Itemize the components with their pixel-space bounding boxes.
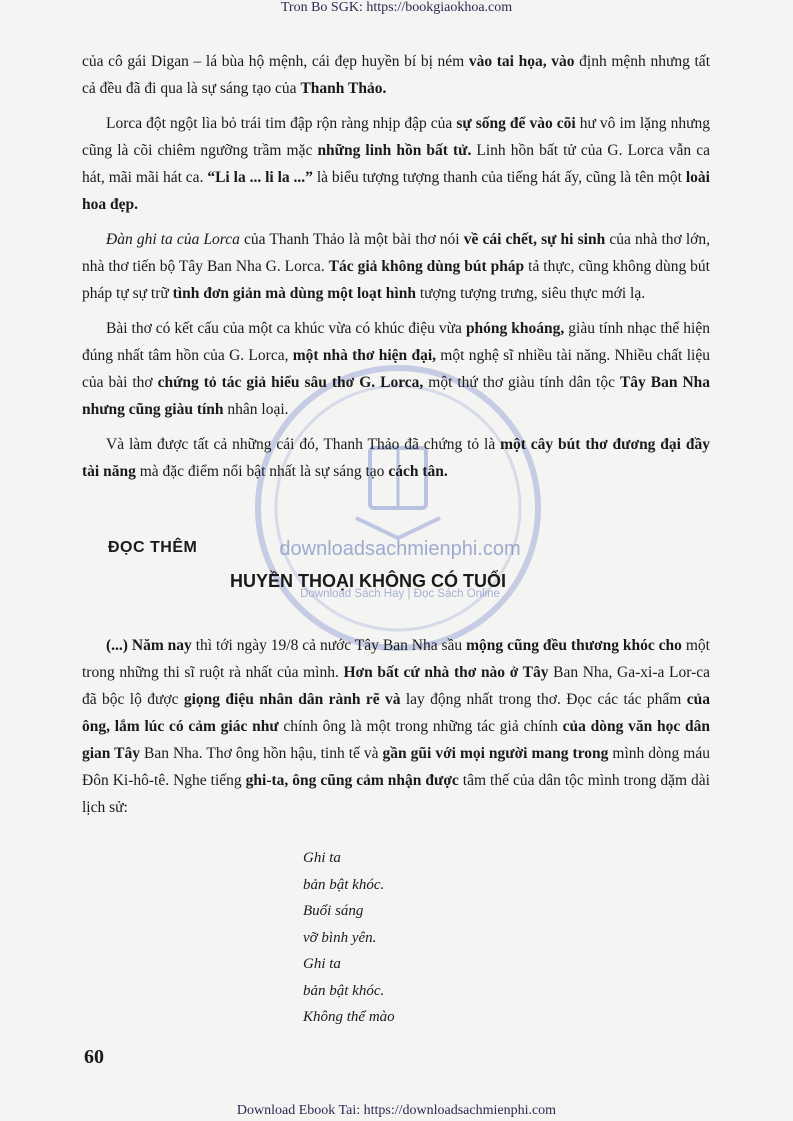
text-run: Đàn ghi ta của Lorca bbox=[106, 231, 240, 248]
poem-excerpt bbox=[303, 845, 395, 1031]
text-run: Tây Ban Nha nhưng cũng giàu tính bbox=[82, 374, 711, 418]
text-run: tình đơn giản mà dùng một loạt hình bbox=[172, 285, 416, 302]
reading-text bbox=[82, 632, 710, 821]
text-run: sự sống để vào cõi bbox=[456, 115, 576, 132]
text-run: mộng cũng đều thương khóc cho bbox=[466, 637, 682, 654]
text-run: hư vô im lặng nhưng cũng là cõi chiêm ngưỡng trầm mặc bbox=[82, 115, 710, 159]
text-run: cách tân. bbox=[388, 463, 448, 480]
footer-link[interactable]: Download Ebook Tai: https://downloadsachmienphi.com bbox=[236, 1103, 557, 1118]
poem-line: Ghi ta bbox=[303, 850, 341, 866]
reading-title: HUYỀN THOẠI KHÔNG CÓ TUỔI bbox=[230, 571, 507, 591]
page-number: 60 bbox=[84, 1046, 104, 1068]
text-run: chính ông là một trong những tác giả chính bbox=[278, 718, 563, 735]
text-run: (...) Năm nay bbox=[106, 637, 192, 654]
text-run: Và làm được tất cả những cái đó, Thanh Thảo đã chứng tỏ là bbox=[106, 436, 501, 453]
text-run: của nhà thơ lớn, nhà thơ tiến bộ Tây Ban Nha G. Lorca. bbox=[82, 231, 710, 275]
text-run: Ban Nha. Thơ ông hồn hậu, tinh tế và bbox=[140, 745, 383, 762]
text-run: giọng điệu nhân dân rành rẽ và bbox=[183, 691, 401, 708]
text-run: gần gũi với mọi người mang trong bbox=[382, 745, 609, 762]
reading-paragraph bbox=[82, 632, 710, 821]
text-run: vào tai họa, vào bbox=[468, 53, 575, 70]
text-run: của dòng văn học dân gian Tây bbox=[82, 718, 711, 762]
text-run: nhân loại. bbox=[223, 401, 289, 418]
poem-line: bản bật khóc. bbox=[303, 982, 385, 999]
text-run: mà đặc điểm nổi bật nhất là sự sáng tạo bbox=[135, 463, 389, 480]
text-run: chứng tỏ tác giả hiểu sâu thơ G. Lorca, bbox=[157, 374, 424, 391]
text-run: Linh hồn bất tử của G. Lorca vẫn ca hát, mãi mãi hát ca. bbox=[82, 142, 710, 186]
text-run: ghi-ta, ông cũng cảm nhận được bbox=[245, 772, 459, 789]
poem-line: bản bật khóc. bbox=[303, 876, 385, 893]
text-run: một nghệ sĩ nhiều tài năng. Nhiều chất liệu của bài thơ bbox=[82, 347, 710, 391]
watermark-site: downloadsachmienphi.com bbox=[279, 538, 521, 560]
text-run: Ban Nha, Ga-xi-a Lor-ca đã bộc lộ được bbox=[82, 664, 710, 708]
text-run: của Thanh Thảo là một bài thơ nói bbox=[239, 231, 464, 248]
text-run: giàu tính nhạc thể hiện đúng nhất tâm hồn của G. Lorca, bbox=[82, 320, 710, 364]
text-run: Bài thơ có kết cấu của một ca khúc vừa có khúc điệu vừa bbox=[106, 320, 466, 337]
text-run: mình dòng máu Đôn Ki-hô-tê. Nghe tiếng bbox=[82, 745, 710, 789]
text-run: Thanh Thảo. bbox=[300, 80, 387, 97]
poem-line: Ghi ta bbox=[303, 956, 341, 972]
text-run: lay động nhất trong thơ. Đọc các tác phẩm bbox=[400, 691, 687, 708]
section-heading: ĐỌC THÊM bbox=[108, 539, 198, 556]
text-run: loài hoa đẹp. bbox=[82, 169, 710, 213]
text-run: tượng tượng trưng, siêu thực mới lạ. bbox=[415, 285, 646, 302]
text-run: của ông, lắm lúc có cảm giác như bbox=[82, 691, 710, 735]
watermark-tagline: Download Sách Hay | Đọc Sách Online bbox=[300, 588, 500, 600]
text-run: tâm thế của dân tộc mình trong dặm dài lịch sử: bbox=[82, 772, 710, 816]
paragraph-1 bbox=[82, 48, 710, 102]
text-run: phóng khoáng, bbox=[465, 320, 565, 337]
paragraph-3 bbox=[82, 226, 710, 307]
text-run: Hơn bất cứ nhà thơ nào ở Tây bbox=[343, 664, 549, 681]
text-run: là biểu tượng tượng thanh của tiếng hát ấy, cũng là tên một bbox=[312, 169, 686, 186]
poem-line: Không thể mào bbox=[303, 1009, 395, 1025]
paragraph-5 bbox=[82, 431, 710, 485]
header-link[interactable]: Tron Bo SGK: https://bookgiaokhoa.com bbox=[280, 0, 513, 15]
paragraph-4 bbox=[82, 315, 710, 423]
text-run: thì tới ngày 19/8 cả nước Tây Ban Nha sầu bbox=[191, 637, 467, 654]
text-run: tả thực, cũng không dùng bút pháp tự sự trữ bbox=[82, 258, 710, 302]
text-run: Tác giả không dùng bút pháp bbox=[328, 258, 525, 275]
text-run: một cây bút thơ đương đại đầy tài năng bbox=[82, 436, 710, 480]
text-run: Lorca đột ngột lìa bỏ trái tim đập rộn ràng nhịp đập của bbox=[106, 115, 457, 132]
text-run: một thứ thơ giàu tính dân tộc bbox=[423, 374, 620, 391]
text-run: định mệnh nhưng tất cả đều đã đi qua là sự sáng tạo của bbox=[82, 53, 710, 97]
essay-body bbox=[82, 48, 710, 493]
text-run: “Li la ... li la ...” bbox=[207, 169, 313, 186]
poem-line: Buổi sáng bbox=[303, 903, 364, 919]
poem-line: vỡ bình yên. bbox=[303, 929, 377, 946]
text-run: một nhà thơ hiện đại, bbox=[292, 347, 437, 364]
text-run: những linh hồn bất tử. bbox=[317, 142, 472, 159]
text-run: về cái chết, sự hi sinh bbox=[463, 231, 606, 248]
text-run: một trong những thi sĩ ruột rà nhất của mình. bbox=[82, 637, 710, 681]
paragraph-2 bbox=[82, 110, 710, 218]
text-run: của cô gái Digan – lá bùa hộ mệnh, cái đẹp huyền bí bị ném bbox=[82, 53, 469, 70]
